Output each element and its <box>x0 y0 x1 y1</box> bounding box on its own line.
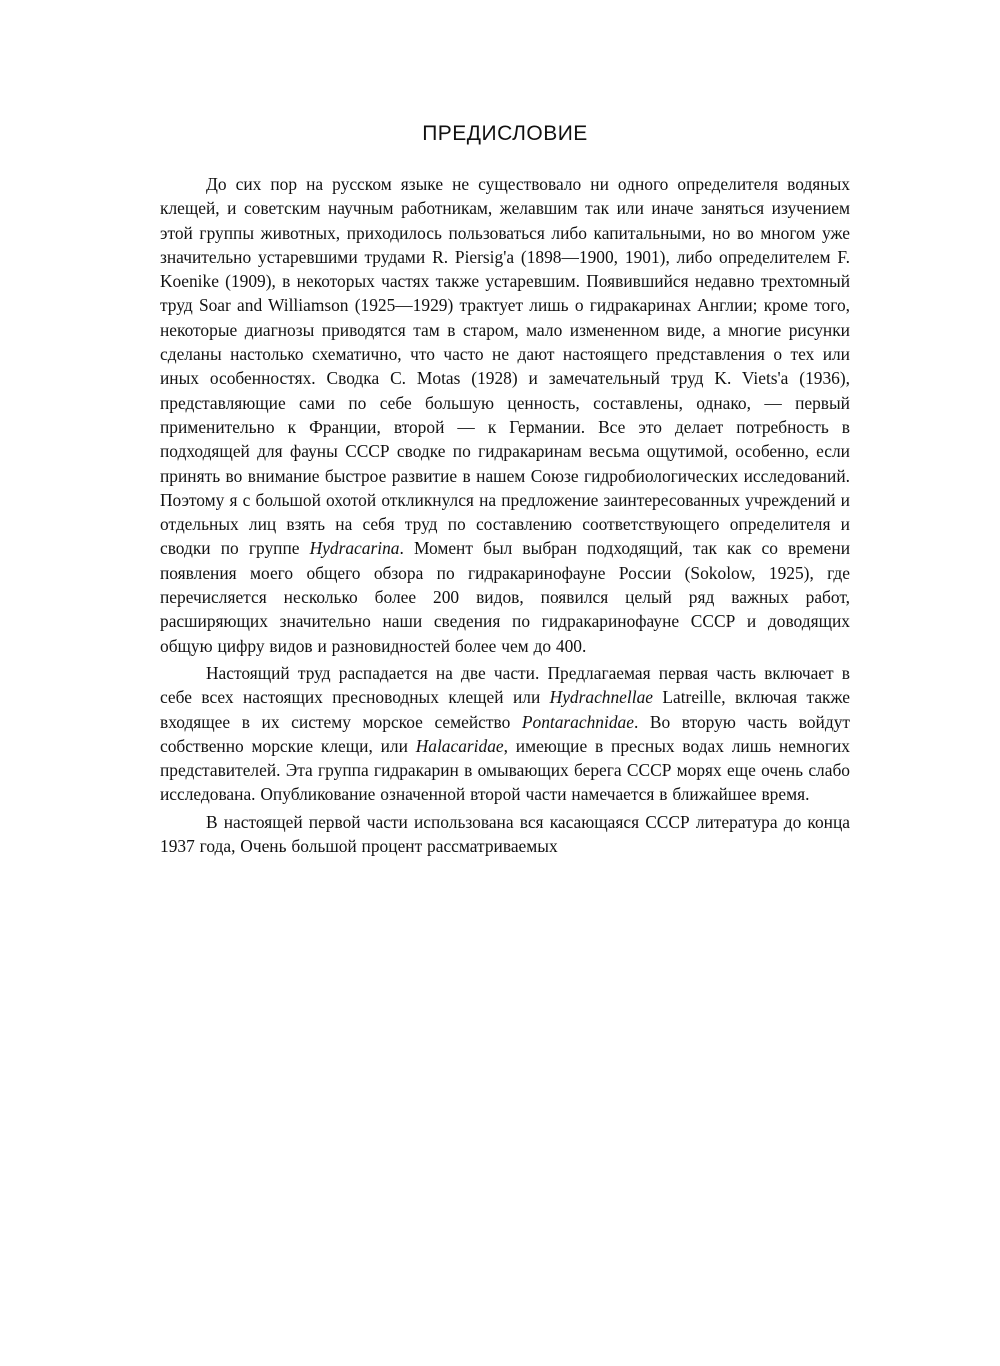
paragraph-2-text-2: Latreille, включая также входящее в их систему морское семейство <box>160 687 850 732</box>
paragraph-2 <box>160 661 850 807</box>
paragraph-2-italic-hydrachnellae: Hydrachnellae <box>549 687 653 708</box>
paragraph-2-text-1: Настоящий труд распадается на две части. Предлагаемая первая часть включает в себе всех настоящих пресноводных клещей или <box>160 662 850 708</box>
paragraph-3-text-1: В настоящей первой части использована вся касающаяся СССР литература до конца 1937 года, Очень большой процент рассматриваемых <box>160 811 850 857</box>
page-title: ПРЕДИСЛОВИЕ <box>422 122 588 145</box>
paragraph-2-italic-halacaridae: Halacaridae <box>415 735 504 756</box>
paragraph-1-text-1: До сих пор на русском языке не существовало ни одного определителя водяных клещей, и советским научным работникам, желавшим так или иначе заняться изучением этой группы животных, приходилось пользоваться либо капитальными, но во многом уже значительно устаревшими трудами R. Piersig'a (1898—1900, 1901), либо определителем F. Koenike (1909), в некоторых частях также устаревшим. Появившийся недавно трехтомный труд Soar and Williamson (1925—1929) трактует лишь о гидракаринах Англии; кроме того, некоторые диагнозы приводятся там в старом, мало измененном виде, а многие рисунки сделаны настолько схематично, что часто не дают настоящего представления о тех или иных особенностях. Сводка C. Motas (1928) и замечательный труд K. Viets'a (1936), представляющие сами по себе большую ценность, составлены, однако, — первый применительно к Франции, второй — к Германии. Все это делает потребность в подходящей для фауны СССР сводке по гидракаринам весьма ощутимой, особенно, если принять во внимание быстрое развитие в нашем Союзе гидробиологических исследований. Поэтому я с большой охотой откликнулся на предложение заинтересованных учреждений и отдельных лиц взять на себя труд по составлению соответствующего определителя и сводки по группе <box>160 174 850 559</box>
paragraph-1-italic-hydracarina: Hydracarina <box>309 538 400 559</box>
paragraph-1 <box>160 172 850 658</box>
paragraph-2-italic-pontarachnidae: Pontarachnidae <box>521 711 634 732</box>
paragraph-1-text-2: . Момент был выбран подходящий, так как со времени появления моего общего обзора по гидракаринофауне России (Sokolow, 1925), где перечисляется несколько более 200 видов, появился целый ряд важных работ, расширяющих значительно наши сведения по гидракаринофауне СССР и доводящих общую цифру видов и разновидностей более чем до 400. <box>160 538 850 656</box>
paragraph-2-text-3: . Во вторую часть войдут собственно морские клещи, или <box>160 711 850 756</box>
paragraph-2-text-4: , имеющие в пресных водах лишь немногих представителей. Эта группа гидракарин в омывающих берега СССР морях еще очень слабо исследована. Опубликование означенной второй части намечается в ближайшее время. <box>160 735 850 805</box>
paragraph-3 <box>160 810 850 859</box>
body-text <box>160 172 850 858</box>
